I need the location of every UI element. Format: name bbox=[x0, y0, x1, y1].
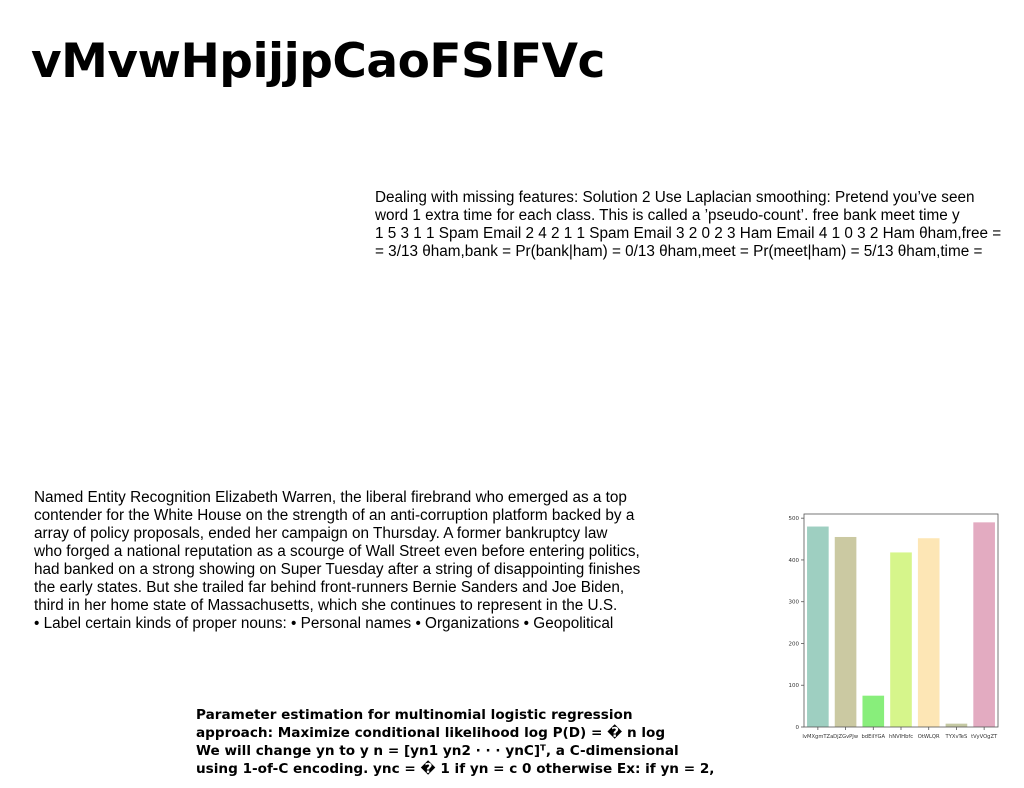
text-line: the early states. But she trailed far behind front-runners Bernie Sanders and Joe Biden, bbox=[34, 579, 625, 596]
x-tick-label: OtWLQR bbox=[917, 734, 940, 740]
y-tick-label: 100 bbox=[788, 683, 799, 690]
bar bbox=[862, 696, 884, 727]
y-tick-label: 0 bbox=[795, 725, 799, 731]
text-line: contender for the White House on the strength of an anti-corruption platform backed by a bbox=[34, 507, 635, 524]
bar bbox=[835, 537, 857, 727]
y-tick-label: 200 bbox=[788, 641, 799, 648]
page-title: vMvwHpijjpCaoFSlFVc bbox=[31, 34, 605, 89]
text-line: Named Entity Recognition Elizabeth Warren, the liberal firebrand who emerged as a top bbox=[34, 489, 627, 506]
ner-text bbox=[34, 489, 640, 633]
text-line: using 1-of-C encoding. ync = � 1 if yn = c 0 otherwise Ex: if yn = 2, bbox=[196, 761, 715, 777]
x-tick-label: DjZGvPJw bbox=[833, 734, 859, 740]
x-tick-label: hNVIHbfc bbox=[888, 734, 914, 740]
y-tick-label: 400 bbox=[788, 557, 799, 564]
bar bbox=[807, 527, 829, 727]
bar bbox=[973, 522, 995, 727]
x-tick-label: IvMXgmTZa bbox=[802, 734, 834, 740]
text-line: Parameter estimation for multinomial logistic regression bbox=[196, 707, 633, 723]
y-tick-label: 500 bbox=[788, 516, 799, 523]
text-line: We will change yn to y n = [yn1 yn2 · · · ynC]ᵀ, a C-dimensional bbox=[196, 743, 679, 759]
text-line: third in her home state of Massachusetts, which she continues to represent in the U.S. bbox=[34, 597, 618, 614]
bar-chart bbox=[786, 510, 1002, 746]
text-line: = 3/13 θham,bank = Pr(bank|ham) = 0/13 θham,meet = Pr(meet|ham) = 5/13 θham,time = bbox=[375, 243, 983, 260]
text-line: 1 5 3 1 1 Spam Email 2 4 2 1 1 Spam Email 3 2 0 2 3 Ham Email 4 1 0 3 2 Ham θham,free = bbox=[375, 225, 1002, 242]
bar bbox=[890, 552, 912, 727]
y-tick-label: 300 bbox=[788, 599, 799, 606]
text-line: • Label certain kinds of proper nouns: • Personal names • Organizations • Geopolitical bbox=[34, 615, 614, 632]
text-line: Dealing with missing features: Solution 2 Use Laplacian smoothing: Pretend you’ve seen bbox=[375, 189, 975, 206]
bar bbox=[946, 724, 968, 727]
text-line: had banked on a strong showing on Super Tuesday after a string of disappointing finishes bbox=[34, 561, 641, 578]
x-tick-label: bdEiIYGA bbox=[861, 734, 886, 740]
bar-chart-svg bbox=[786, 510, 1002, 746]
x-tick-label: TYXvTeS bbox=[945, 734, 968, 740]
parameter-estimation-text bbox=[196, 706, 714, 778]
text-line: approach: Maximize conditional likelihood log P(D) = � n log bbox=[196, 725, 666, 741]
text-line: word 1 extra time for each class. This is called a ’pseudo-count’. free bank meet time y bbox=[375, 207, 960, 224]
bar bbox=[918, 538, 940, 727]
text-line: who forged a national reputation as a scourge of Wall Street even before entering politics, bbox=[34, 543, 640, 560]
text-line: array of policy proposals, ended her campaign on Thursday. A former bankruptcy law bbox=[34, 525, 608, 542]
missing-features-text bbox=[375, 189, 1001, 261]
x-tick-label: tVyVOgZT bbox=[971, 734, 998, 740]
